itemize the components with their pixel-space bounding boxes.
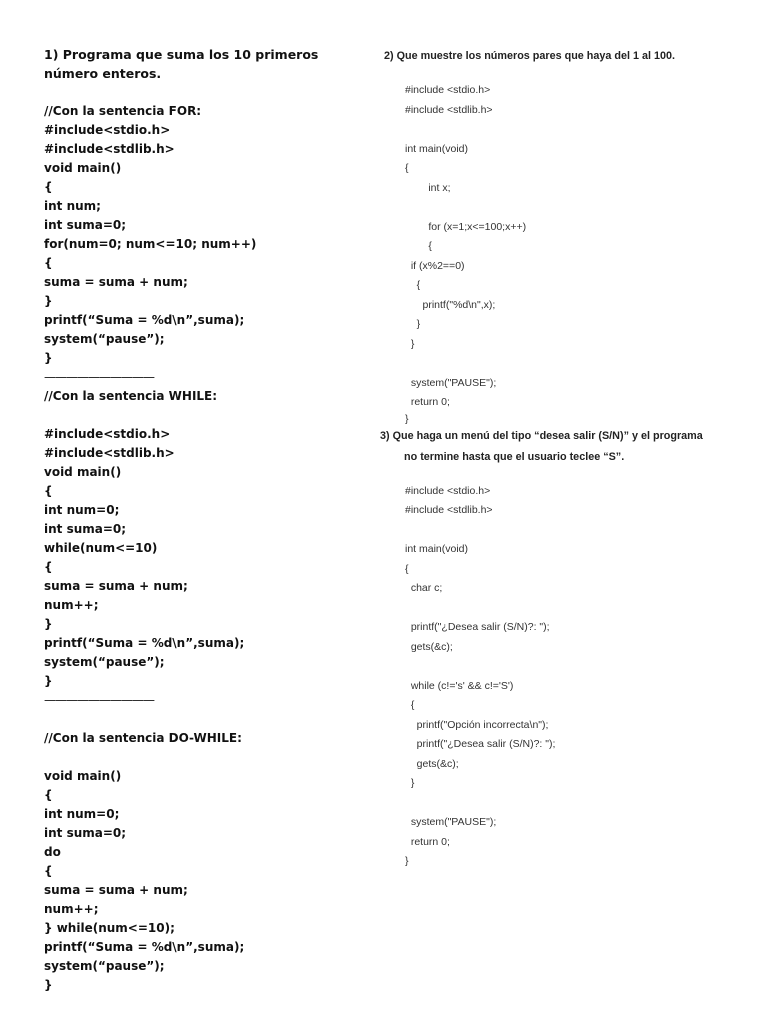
code-line: num++; xyxy=(44,598,99,612)
code-line: printf(“Suma = %d\n”,suma); xyxy=(44,636,245,650)
code-line: } xyxy=(405,318,421,330)
code-line: } xyxy=(405,412,409,425)
code-line: int main(void) xyxy=(405,543,469,555)
code-line: int main(void) xyxy=(405,142,469,155)
problem-1-title: 1) Programa que suma los 10 primeros número enteros. xyxy=(44,47,319,81)
code-line: system(“pause”); xyxy=(44,655,165,669)
code-line: } xyxy=(44,617,53,631)
section-separator: —————————— xyxy=(44,693,154,707)
code-line: while (c!='s' && c!='S') xyxy=(405,679,514,692)
code-line: #include<stdio.h> xyxy=(44,427,171,441)
code-line xyxy=(405,599,750,619)
code-line xyxy=(405,468,750,482)
code-line xyxy=(405,521,750,541)
code-line: system(“pause”); xyxy=(44,332,165,346)
code-line: { xyxy=(44,484,53,498)
code-line: #include<stdlib.h> xyxy=(44,446,175,460)
code-line: #include <stdlib.h> xyxy=(405,103,493,116)
code-line: int num=0; xyxy=(44,503,120,517)
code-line: while(num<=10) xyxy=(44,541,158,555)
code-line: printf("%d\n",x); xyxy=(405,298,496,311)
code-line: } xyxy=(44,674,53,688)
code-line xyxy=(405,120,750,140)
right-column xyxy=(380,50,750,872)
code-line: return 0; xyxy=(405,835,450,848)
code-line: { xyxy=(44,864,53,878)
section3-code xyxy=(405,468,750,872)
code-line: suma = suma + num; xyxy=(44,883,188,897)
code-line: #include <stdio.h> xyxy=(405,84,491,96)
code-line: int num; xyxy=(44,199,101,213)
problem-3-title-line1: 3) Que haga un menú del tipo “desea salir (S/N)” y el programa xyxy=(380,429,703,442)
code-line: #include <stdlib.h> xyxy=(405,504,493,516)
code-line: { xyxy=(44,256,53,270)
code-line: } xyxy=(44,351,53,365)
code-line: #include <stdio.h> xyxy=(405,484,491,497)
code-line: printf("¿Desea salir (S/N)?: "); xyxy=(405,621,550,633)
code-line: { xyxy=(44,180,53,194)
left-column xyxy=(44,45,344,995)
code-line: printf("¿Desea salir (S/N)?: "); xyxy=(405,738,556,750)
for-section xyxy=(44,102,344,387)
code-line: suma = suma + num; xyxy=(44,579,188,593)
code-line: suma = suma + num; xyxy=(44,275,188,289)
code-line: int suma=0; xyxy=(44,826,127,840)
code-line: gets(&c); xyxy=(405,757,459,770)
code-line: int suma=0; xyxy=(44,218,127,232)
code-line: gets(&c); xyxy=(405,640,453,653)
code-line: system("PAUSE"); xyxy=(405,816,497,828)
code-line: #include<stdio.h> xyxy=(44,123,171,137)
section-separator: —————————— xyxy=(44,370,154,384)
problem-3-title-line2: no termine hasta que el usuario teclee “S”. xyxy=(404,450,625,463)
code-line: #include<stdlib.h> xyxy=(44,142,175,156)
code-line: { xyxy=(405,240,432,252)
code-line: { xyxy=(405,279,421,291)
code-line: void main() xyxy=(44,161,122,175)
code-line: system("PAUSE"); xyxy=(405,376,497,389)
code-line: } xyxy=(44,978,53,992)
code-line: { xyxy=(44,560,53,574)
code-line: void main() xyxy=(44,465,122,479)
code-line: } xyxy=(44,294,53,308)
code-line: int suma=0; xyxy=(44,522,127,536)
code-line: if (x%2==0) xyxy=(405,259,465,272)
code-line xyxy=(405,198,750,218)
code-line: for(num=0; num<=10; num++) xyxy=(44,237,257,251)
code-line: void main() xyxy=(44,769,122,783)
code-line: printf("Opción incorrecta\n"); xyxy=(405,718,549,731)
section2-code xyxy=(405,81,750,425)
code-line xyxy=(405,354,750,374)
code-line: int num=0; xyxy=(44,807,120,821)
code-line: { xyxy=(405,562,409,575)
for-section-header: //Con la sentencia FOR: xyxy=(44,104,202,118)
dowhile-section xyxy=(44,729,344,995)
code-line: } xyxy=(405,855,409,867)
code-line: printf(“Suma = %d\n”,suma); xyxy=(44,940,245,954)
code-line xyxy=(405,657,750,677)
code-line: char c; xyxy=(405,582,443,594)
code-line: system(“pause”); xyxy=(44,959,165,973)
code-line: { xyxy=(405,162,409,174)
dowhile-section-header: //Con la sentencia DO-WHILE: xyxy=(44,731,242,745)
code-line: } xyxy=(405,777,415,789)
while-section xyxy=(44,387,344,710)
code-line: } while(num<=10); xyxy=(44,921,175,935)
while-section-header: //Con la sentencia WHILE: xyxy=(44,389,218,403)
code-line: } xyxy=(405,337,415,350)
problem-2-title: 2) Que muestre los números pares que haya del 1 al 100. xyxy=(384,50,676,62)
code-line: int x; xyxy=(405,181,451,194)
code-line: num++; xyxy=(44,902,99,916)
code-line: return 0; xyxy=(405,396,450,408)
code-line: for (x=1;x<=100;x++) xyxy=(405,220,527,233)
code-line: printf(“Suma = %d\n”,suma); xyxy=(44,313,245,327)
code-line: { xyxy=(405,699,415,711)
code-line: do xyxy=(44,845,61,859)
code-line xyxy=(405,794,750,814)
code-line: { xyxy=(44,788,53,802)
